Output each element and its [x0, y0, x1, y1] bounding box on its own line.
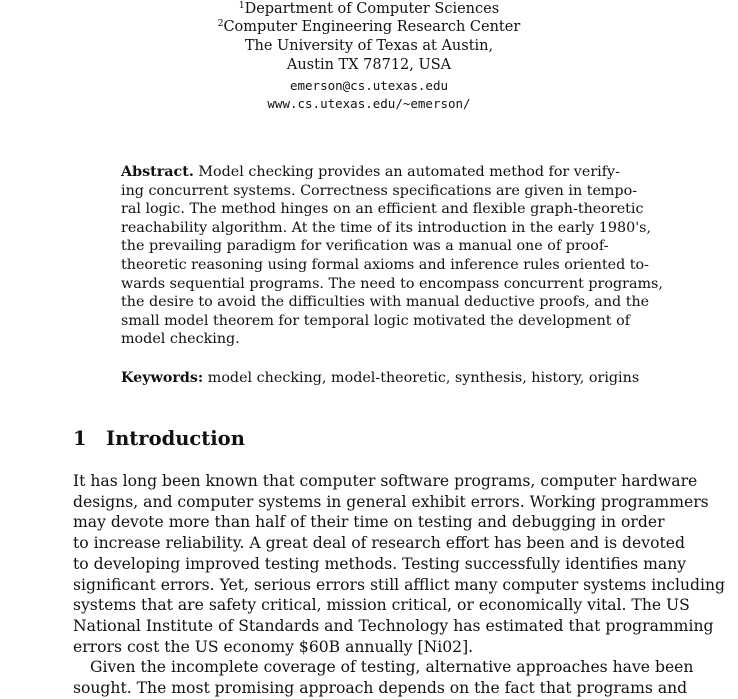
abstract-line: reachability algorithm. At the time of its introduction in the early 1980's,	[121, 219, 652, 236]
abstract-line: wards sequential programs. The need to encompass concurrent programs,	[121, 275, 663, 292]
body-line: It has long been known that computer software programs, computer hardware	[73, 472, 698, 490]
section-title: Introduction	[106, 427, 245, 450]
address: Austin TX 78712, USA	[286, 57, 452, 73]
body-line: sought. The most promising approach depends on the fact that programs and	[73, 679, 688, 698]
homepage-url[interactable]: www.cs.utexas.edu/~emerson/	[267, 96, 471, 111]
abstract-line: Abstract. Model checking provides an automated method for verify-	[121, 164, 620, 180]
affiliation-2-mark: 2	[217, 19, 224, 29]
abstract-line: model checking.	[121, 331, 240, 348]
body-line: Given the incomplete coverage of testing, alternative approaches have been	[90, 658, 694, 677]
body-line: designs, and computer systems in general exhibit errors. Working programmers	[73, 492, 709, 511]
body-text	[73, 471, 725, 699]
affiliation-1-text: Department of Computer Sciences	[244, 1, 500, 17]
abstract-line: the desire to avoid the difficulties with manual deductive proofs, and the	[121, 294, 650, 311]
email[interactable]: emerson@cs.utexas.edu	[289, 78, 449, 93]
body-line: to increase reliability. A great deal of research effort has been and is devoted	[73, 534, 685, 553]
body-line: to developing improved testing methods. Testing successfully identifies many	[73, 554, 687, 573]
keywords-text: model checking, model-theoretic, synthesis, history, origins	[203, 370, 640, 386]
affiliation-2-text: Computer Engineering Research Center	[223, 19, 521, 35]
abstract-line: theoretic reasoning using formal axioms and inference rules oriented to-	[121, 256, 649, 273]
abstract-label: Abstract.	[121, 164, 194, 180]
affiliation-1	[0, 0, 738, 19]
affiliation-2	[0, 18, 738, 37]
abstract-line: ing concurrent systems. Correctness specifications are given in tempo-	[121, 182, 638, 199]
body-line: may devote more than half of their time on testing and debugging in order	[73, 513, 665, 532]
body-line: National Institute of Standards and Technology has estimated that programming	[73, 616, 714, 635]
body-line: systems that are safety critical, mission critical, or economically vital. The US	[73, 596, 690, 615]
body-line: errors cost the US economy $60B annually [Ni02].	[73, 637, 474, 656]
abstract-line: ral logic. The method hinges on an efficient and flexible graph-theoretic	[121, 201, 644, 218]
abstract-line: small model theorem for temporal logic motivated the development of	[121, 312, 630, 329]
section-number: 1	[73, 427, 87, 450]
university: The University of Texas at Austin,	[244, 38, 494, 54]
keywords	[121, 369, 639, 388]
abstract-line: the prevailing paradigm for verification was a manual one of proof-	[121, 238, 609, 255]
affiliation-1-mark: 1	[238, 1, 245, 11]
keywords-label: Keywords:	[121, 370, 204, 386]
body-line: significant errors. Yet, serious errors still afflict many computer systems including	[73, 575, 726, 594]
section-heading	[73, 427, 245, 450]
abstract	[121, 163, 663, 349]
